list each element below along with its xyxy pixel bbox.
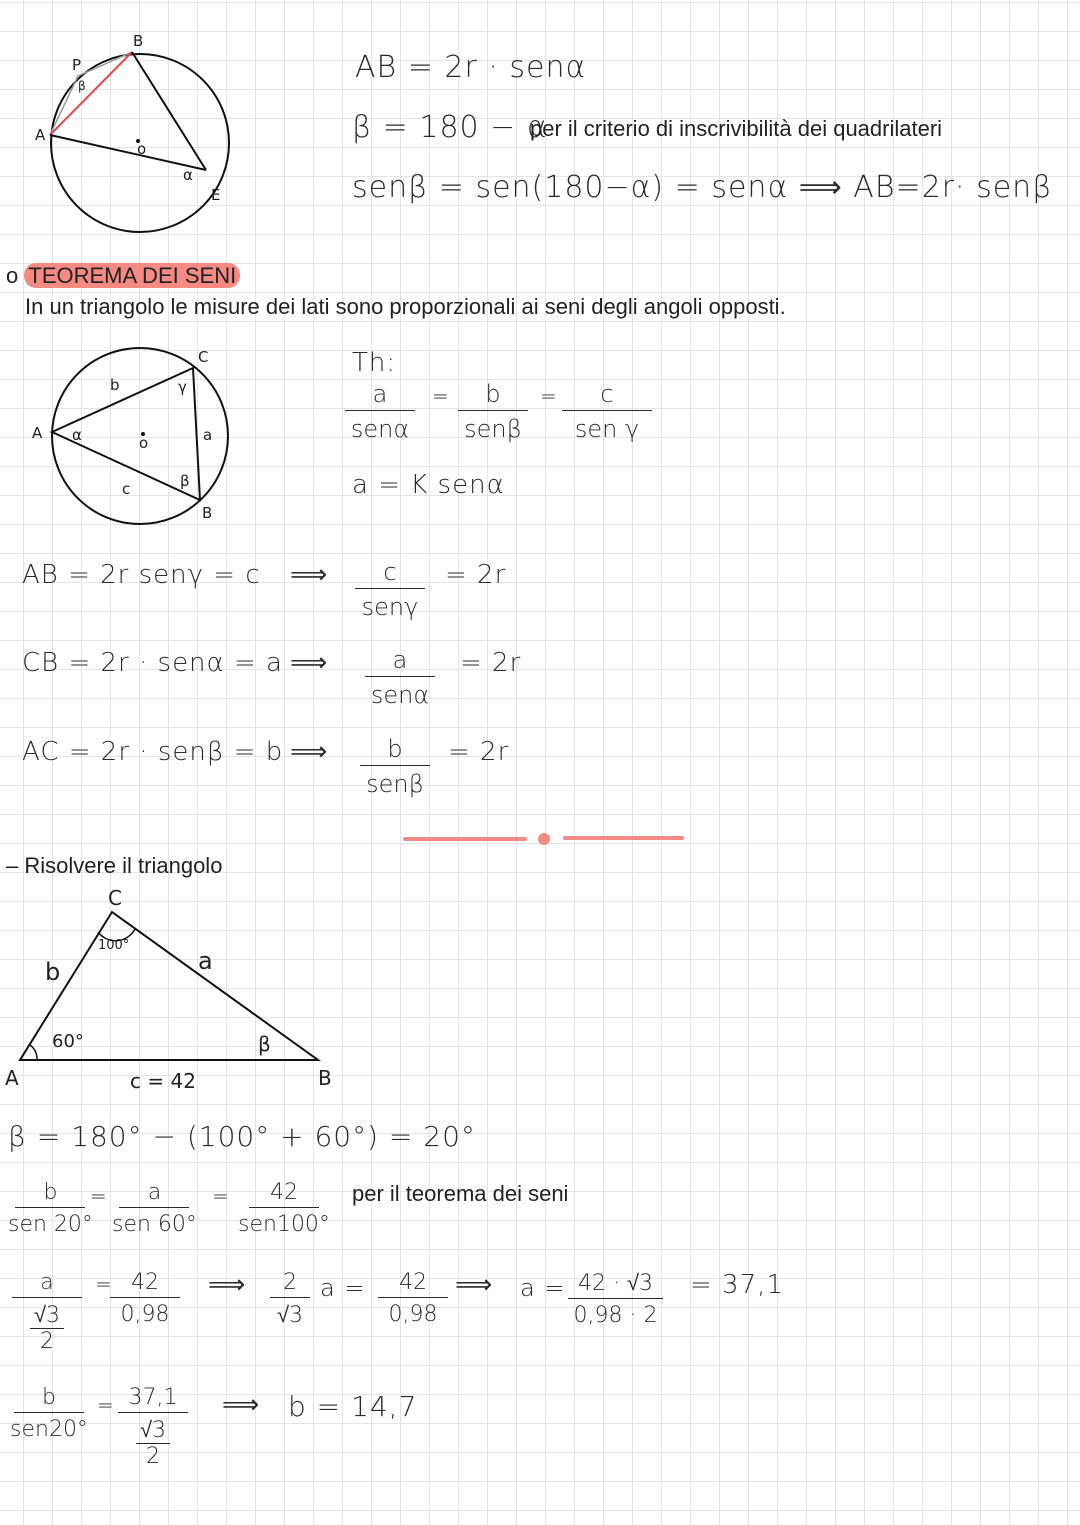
theorem-heading [6, 263, 240, 289]
fraction-b-sen-beta: b senβ [458, 380, 528, 443]
label-O: o [139, 434, 149, 452]
label-B: B [318, 1066, 332, 1090]
step1-fraction-2-sqrt3: $\frac{2}{√3}$ [270, 1270, 310, 1328]
proof-row-1-lhs: AB = 2r senγ = c [22, 560, 261, 590]
label-C: C [108, 886, 122, 910]
eq-sign: = [432, 384, 450, 408]
label-gamma: γ [178, 378, 187, 396]
label-P: P [72, 56, 82, 74]
step1-fraction-42: $\frac{42}{0,98}$ [110, 1270, 180, 1327]
b-result: b = 14,7 [288, 1390, 418, 1423]
proof-row-3-rhs: = 2r [448, 737, 510, 767]
theorem-title: TEOREMA DEI SENI [24, 263, 240, 288]
label-b: b [110, 376, 120, 394]
eq-sen-beta: senβ = sen(180−α) = senα ⟹ AB=2r· senβ [352, 170, 1053, 205]
fraction-a-sen-alpha: a senα [345, 380, 415, 443]
eq-sign: = [90, 1184, 108, 1208]
k-line: a = K senα [352, 470, 505, 500]
inscribed-triangle-diagram [0, 340, 260, 540]
angle-A: 60° [52, 1031, 84, 1052]
eq-sign: = [540, 384, 558, 408]
exercise-triangle-diagram [0, 885, 360, 1095]
label-E: E [211, 186, 221, 204]
arrow-icon: ⟹ [290, 560, 329, 590]
ratio-note: per il teorema dei seni [352, 1181, 569, 1206]
criterion-note: per il criterio di inscrivibilità dei quadrilateri [530, 116, 943, 141]
label-beta: β [78, 79, 86, 93]
beta-calc: β = 180° − (100° + 60°) = 20° [8, 1120, 476, 1153]
inscribed-quadrilateral-diagram [0, 20, 260, 250]
proof-row-2-rhs: = 2r [460, 648, 522, 678]
label-a: a [198, 947, 213, 975]
eq-beta: β = 180 − α [352, 110, 548, 145]
label-c: c = 42 [130, 1069, 196, 1093]
a-result: = 37,1 [690, 1270, 784, 1300]
step1-fraction-a: a √3 2 [12, 1270, 82, 1354]
label-B: B [133, 32, 144, 50]
label-B: B [202, 504, 213, 522]
eq-sign: = [97, 1393, 115, 1417]
label-beta: β [180, 472, 190, 490]
label-alpha: α [72, 426, 82, 444]
arrow-icon: ⟹ [455, 1270, 494, 1300]
fraction-c-sen-gamma: c sen γ [562, 380, 652, 443]
eq-sign: = [95, 1272, 113, 1296]
step1-fraction-result: $\frac{42 \cdot √3}{0,98 \cdot 2}$ [568, 1270, 663, 1328]
var-a: a = [320, 1274, 366, 1302]
arrow-icon: ⟹ [290, 648, 329, 678]
exercise-title: – Risolvere il triangolo [6, 853, 223, 878]
proof-row-3-fraction: b senβ [360, 735, 430, 798]
angle-C: 100° [98, 938, 130, 953]
section-divider [400, 830, 700, 850]
step1-fraction-42b: $\frac{42}{0,98}$ [378, 1270, 448, 1327]
arrow-icon: ⟹ [222, 1390, 261, 1420]
arrow-icon: ⟹ [290, 737, 329, 767]
label-c: c [122, 480, 131, 498]
eq-ab: AB = 2r · senα [355, 50, 587, 85]
label-b: b [45, 958, 61, 986]
label-alpha: α [183, 166, 193, 184]
arrow-icon: ⟹ [208, 1270, 247, 1300]
label-O: o [137, 140, 147, 158]
proof-row-2-lhs: CB = 2r · senα = a [22, 648, 283, 678]
label-A: A [5, 1066, 19, 1090]
ratio-42: 42 sen100° [238, 1180, 330, 1237]
bullet: o [6, 263, 19, 288]
ratio-b: b sen 20° [8, 1180, 93, 1237]
label-C: C [198, 348, 209, 366]
var-a2: a = [520, 1274, 566, 1302]
step2-fraction-b: b sen20° [10, 1385, 88, 1442]
step2-fraction-37: 37,1 √3 2 [118, 1385, 188, 1469]
label-A: A [32, 424, 43, 442]
proof-row-3-lhs: AC = 2r · senβ = b [22, 737, 284, 767]
proof-row-2-fraction: a senα [365, 646, 435, 709]
theorem-statement: In un triangolo le misure dei lati sono proporzionali ai seni degli angoli opposti. [25, 294, 786, 319]
label-beta: β [258, 1032, 271, 1056]
label-a: a [203, 426, 213, 444]
label-A: A [35, 126, 46, 144]
proof-row-1-rhs: = 2r [445, 560, 507, 590]
eq-sign: = [212, 1184, 230, 1208]
th-label: Th: [352, 348, 397, 378]
ratio-a: a sen 60° [112, 1180, 197, 1237]
proof-row-1-fraction: c senγ [355, 558, 425, 621]
